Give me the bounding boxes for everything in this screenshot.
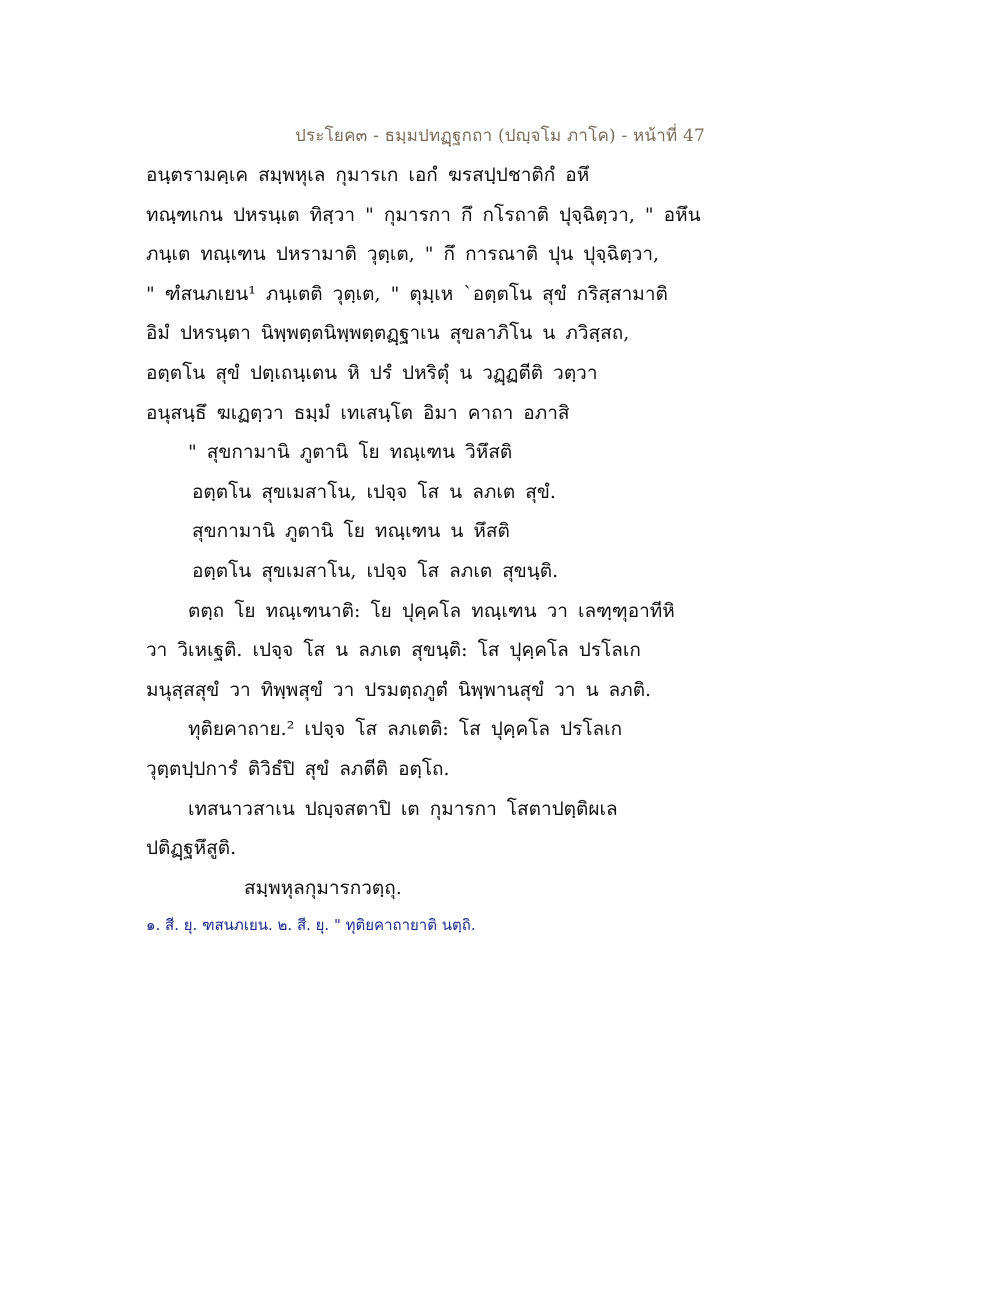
text-line: อนฺตรามคฺเค สมฺพหุเล กุมารเก เอกํ ฆรสปฺปชาติกํ อหึ xyxy=(146,164,590,186)
page-header: ประโยค๓ - ธมฺมปทฏฺฐกถา (ปญฺจโม ภาโค) - หน้าที่ 47 xyxy=(294,126,706,146)
text-line: อตฺตโน สุขํ ปตฺเถนฺเตน หิ ปรํ ปหริตุํ น วฏฺฏตีติ วตฺวา xyxy=(146,361,598,384)
body-text xyxy=(146,156,866,908)
text-line: ทุติยคาถาย.² เปจฺจ โส ลภเตติ: โส ปุคฺคโล ปรโลเก xyxy=(188,718,623,741)
story-closing-title: สมฺพหุลกุมารกวตฺถุ. xyxy=(244,876,402,899)
text-line: วา วิเหเฐติ. เปจฺจ โส น ลภเต สุขนฺติ: โส ปุคฺคโล ปรโลเก xyxy=(146,639,641,662)
text-line: วุตฺตปฺปการํ ติวิธํปิ สุขํ ลภตีติ อตฺโถ. xyxy=(146,757,450,780)
verse-line: สุขกามานิ ภูตานิ โย ทณฺเฑน น หึสติ xyxy=(192,520,510,543)
text-line: มนุสฺสสุขํ วา ทิพฺพสุขํ วา ปรมตฺถภูตํ นิพฺพานสุขํ วา น ลภติ. xyxy=(146,678,652,701)
text-line: อนุสนฺธึ ฆเฏตฺวา ธมฺมํ เทเสนฺโต อิมา คาถา อภาสิ xyxy=(146,401,570,424)
verse-line: อตฺตโน สุขเมสาโน, เปจฺจ โส น ลภเต สุขํ. xyxy=(192,480,556,503)
text-line: ภนฺเต ทณฺเฑน ปหรามาติ วุตฺเต, " กึ การณาติ ปุน ปุจฺฉิตฺวา, xyxy=(146,243,660,266)
verse-line: อตฺตโน สุขเมสาโน, เปจฺจ โส ลภเต สุขนฺติ. xyxy=(192,559,559,582)
text-line: อิมํ ปหรนฺตา นิพฺพตฺตนิพฺพตฺตฏฺฐาเน สุขลาภิโน น ภวิสฺสถ, xyxy=(146,322,630,345)
text-line: ตตฺถ โย ทณฺเฑนาติ: โย ปุคฺคโล ทณฺเฑน วา เลฑฺฑุอาทีหิ xyxy=(188,599,675,622)
footnote: ๑. สี. ยุ. ฑสนภเยน. ๒. สี. ยุ. " ทุติยคาถายาติ นตฺถิ. xyxy=(146,916,476,934)
text-line: ปติฏฺฐหึสูติ. xyxy=(146,837,237,860)
text-line: เทสนาวสาเน ปญฺจสตาปิ เต กุมารกา โสตาปตฺติผเล xyxy=(188,797,618,820)
text-line: " ฑํสนภเยน¹ ภนฺเตติ วุตฺเต, " ตุมฺเห `อตฺตโน สุขํ กริสฺสามาติ xyxy=(146,282,668,305)
text-line: ทณฺฑเกน ปหรนฺเต ทิสฺวา " กุมารกา กึ กโรถาติ ปุจฺฉิตฺวา, " อหึน xyxy=(146,203,701,226)
verse-line: " สุขกามานิ ภูตานิ โย ทณฺเฑน วิหึสติ xyxy=(188,441,513,464)
